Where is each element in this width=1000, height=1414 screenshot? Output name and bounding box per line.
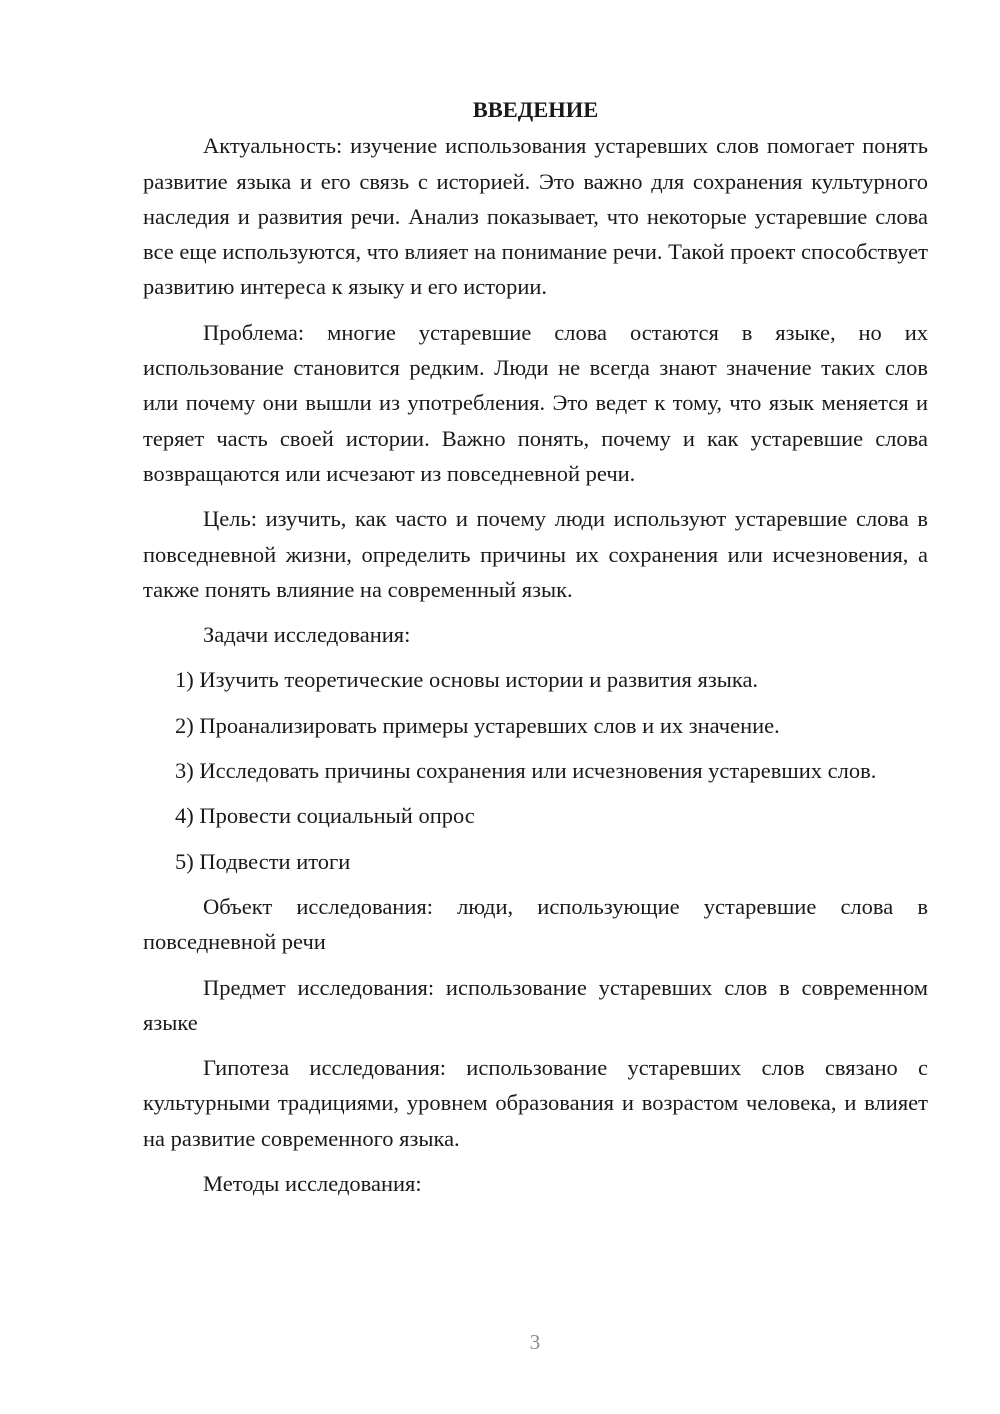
task-item-2: 2) Проанализировать примеры устаревших слов и их значение.	[175, 712, 780, 738]
paragraph-subject: Предмет исследования: использование устаревших слов в современном языке	[143, 974, 928, 1035]
paragraph-object: Объект исследования: люди, использующие устаревшие слова в повседневной речи	[143, 893, 928, 955]
task-item-3: 3) Исследовать причины сохранения или исчезновения устаревших слов.	[175, 758, 877, 784]
paragraph-tasks-heading: Задачи исследования:	[203, 622, 411, 648]
task-item-5: 5) Подвести итоги	[175, 848, 351, 874]
paragraph-goal: Цель: изучить, как часто и почему люди используют устаревшие слова в повседневной жизни, определить причины их сохранения или исчезновения, а также понять влияние на современный язык.	[143, 506, 928, 602]
task-item-4: 4) Провести социальный опрос	[175, 803, 475, 829]
page-number: 3	[529, 1330, 541, 1354]
paragraph-methods: Методы исследования:	[203, 1171, 422, 1197]
page-title: ВВЕДЕНИЕ	[472, 97, 599, 122]
page-body	[143, 92, 928, 1211]
paragraph-problem: Проблема: многие устаревшие слова остаются в языке, но их использование становится редким. Люди не всегда знают значение таких слов или почему они вышли из употребления. Это ведет к тому, что язык меняется и теряет часть своей истории. Важно понять, почему и как устаревшие слова возвращаются или исчезают из повседневной речи.	[143, 319, 928, 486]
paragraph-relevance: Актуальность: изучение использования устаревших слов помогает понять развитие языка и его связь с историей. Это важно для сохранения культурного наследия и развития речи. Анализ показывает, что некоторые устаревшие слова все еще используются, что влияет на понимание речи. Такой проект способствует развитию интереса к языку и его истории.	[143, 133, 928, 300]
task-item-1: 1) Изучить теоретические основы истории и развития языка.	[175, 667, 759, 693]
paragraph-hypothesis: Гипотеза исследования: использование устаревших слов связано с культурными традициями, уровнем образования и возрастом человека, и влияет на развитие современного языка.	[143, 1055, 928, 1151]
